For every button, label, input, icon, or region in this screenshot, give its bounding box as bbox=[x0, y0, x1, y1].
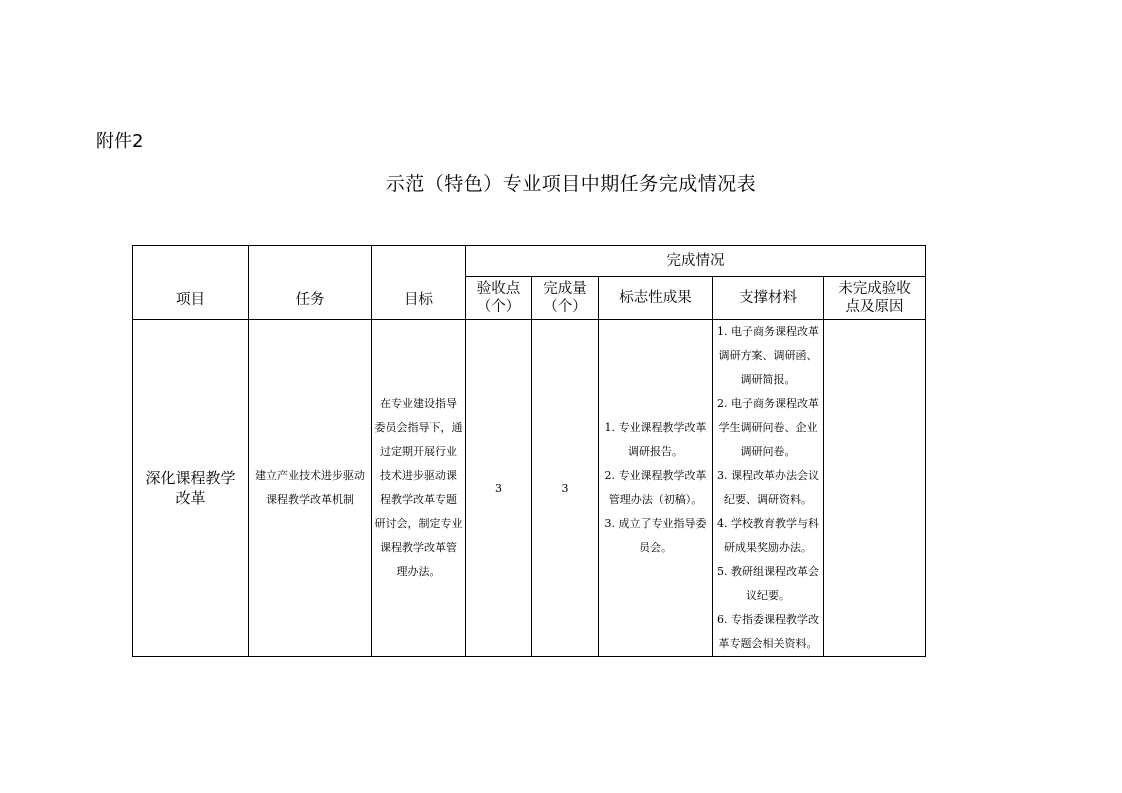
task-line1: 建立产业技术进步驱动 bbox=[255, 469, 365, 482]
table-row bbox=[133, 320, 926, 657]
result-line: 员会。 bbox=[639, 541, 672, 554]
cell-materials bbox=[713, 320, 824, 657]
goal-line: 委员会指导下，通 bbox=[374, 421, 463, 434]
goal-line: 过定期开展行业 bbox=[380, 445, 457, 458]
material-line: 研成果奖励办法。 bbox=[724, 541, 812, 554]
material-line: 学生调研问卷、企业 bbox=[718, 421, 818, 434]
cell-goal bbox=[372, 320, 466, 657]
page-title: 示范（特色）专业项目中期任务完成情况表 bbox=[385, 173, 757, 195]
goal-line: 程教学改革专题 bbox=[380, 493, 457, 506]
goal-line: 课程教学改革管 bbox=[380, 541, 457, 554]
item-line1: 深化课程教学 bbox=[145, 469, 236, 487]
header-incomplete-line1: 未完成验收 bbox=[838, 281, 911, 297]
header-results: 标志性成果 bbox=[599, 277, 713, 320]
result-line: 3. 成立了专业指导委 bbox=[604, 517, 707, 530]
material-line: 4. 学校教育教学与科 bbox=[717, 517, 819, 530]
material-line: 6. 专指委课程教学改 bbox=[717, 613, 819, 626]
header-completed-line2: （个） bbox=[543, 299, 587, 315]
material-line: 3. 课程改革办法会议 bbox=[717, 469, 819, 482]
header-checkpoints bbox=[466, 277, 532, 320]
attachment-label: 附件2 bbox=[96, 131, 144, 152]
material-line: 1. 电子商务课程改革 bbox=[717, 325, 819, 338]
material-line: 纪要、调研资料。 bbox=[724, 493, 812, 506]
material-line: 调研问卷。 bbox=[740, 445, 796, 458]
goal-line: 理办法。 bbox=[396, 565, 441, 578]
item-line2: 改革 bbox=[175, 489, 206, 507]
header-goal: 目标 bbox=[372, 246, 466, 320]
cell-incomplete bbox=[824, 320, 926, 657]
header-checkpoints-line1: 验收点 bbox=[476, 281, 521, 297]
material-line: 5. 教研组课程改革会 bbox=[717, 565, 819, 578]
goal-line: 在专业建设指导 bbox=[380, 397, 457, 410]
result-line: 管理办法（初稿）。 bbox=[608, 493, 703, 506]
task-completion-table bbox=[132, 245, 926, 657]
header-completed bbox=[532, 277, 599, 320]
result-line: 2. 专业课程教学改革 bbox=[604, 469, 707, 482]
goal-line: 研讨会，制定专业 bbox=[374, 517, 463, 530]
task-line2: 课程教学改革机制 bbox=[266, 493, 354, 506]
header-materials: 支撑材料 bbox=[713, 277, 824, 320]
material-line: 2. 电子商务课程改革 bbox=[717, 397, 819, 410]
header-incomplete-line2: 点及原因 bbox=[845, 299, 904, 315]
header-task: 任务 bbox=[249, 246, 372, 320]
header-item: 项目 bbox=[133, 246, 249, 320]
header-checkpoints-line2: （个） bbox=[476, 299, 521, 315]
material-line: 调研方案、调研函、 bbox=[718, 349, 818, 362]
cell-item bbox=[133, 320, 249, 657]
result-line: 调研报告。 bbox=[628, 445, 683, 458]
header-completed-line1: 完成量 bbox=[543, 281, 587, 297]
cell-checkpoints: 3 bbox=[466, 320, 532, 657]
cell-results bbox=[599, 320, 713, 657]
cell-task bbox=[249, 320, 372, 657]
cell-completed: 3 bbox=[532, 320, 599, 657]
material-line: 调研简报。 bbox=[740, 373, 796, 386]
material-line: 革专题会相关资料。 bbox=[718, 637, 818, 650]
goal-line: 技术进步驱动课 bbox=[380, 469, 457, 482]
material-line: 议纪要。 bbox=[746, 589, 790, 602]
header-incomplete bbox=[824, 277, 926, 320]
header-completion: 完成情况 bbox=[466, 246, 926, 277]
result-line: 1. 专业课程教学改革 bbox=[604, 421, 707, 434]
